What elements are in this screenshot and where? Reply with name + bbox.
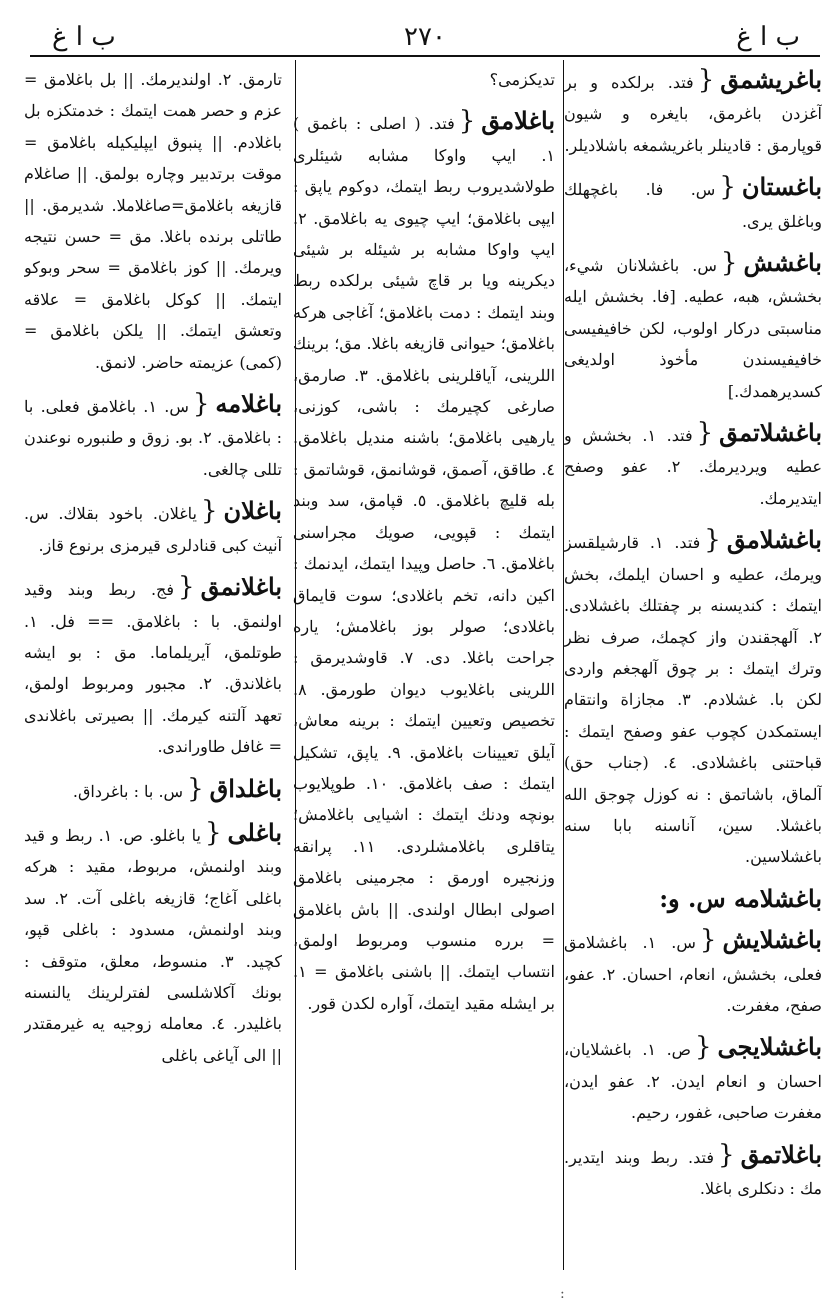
definition: تارمق. ٢. اولنديرمك. || بل باغلامق = عزم و حصر همت ايتمك : خدمتكزه بل باغلادم. || پنبوق ايپليكيله باغلامق = موقت برتدبير وچاره بولمق. || صاغلام قازيغه باغلامق=صاغلاملا. شديرمق. || طاتلى برنده باغلا. مق = حسن نتيجه ويرمك. || كوز باغلامق = سحر وبوكو ايتمك. || كوكل باغلامق = علاقه وتعشق ايتمك. || يلكن باغلامق = (كمى) عزيمته حاضر. لانمق.	[24, 70, 282, 372]
brace: {	[187, 773, 204, 804]
page-header	[30, 18, 820, 58]
page-number: ٢٧٠	[404, 22, 446, 52]
brace: {	[720, 248, 738, 279]
brace: {	[204, 817, 222, 848]
headword: باغلان	[223, 496, 282, 526]
definition: س. فا. باغچهلك وباغلق يرى.	[564, 180, 822, 231]
definition: ياغلان. باخود بقلاك. س. آنيث كبى قنادلرى قيرمزى برنوع قاز.	[24, 504, 282, 555]
headword: باغريشمق	[720, 65, 822, 94]
definition: فتد. ١. بخشش و عطيه ويرديرمك. ٢. عفو وصفح ايتديرمك.	[564, 426, 822, 508]
brace: {	[200, 496, 218, 527]
column-left	[24, 64, 282, 1269]
brace: {	[458, 106, 476, 137]
entry	[24, 495, 282, 561]
entry	[24, 571, 282, 762]
headword: باغشش	[743, 248, 822, 278]
entry	[564, 1139, 822, 1205]
headword: باغلانمق	[200, 572, 282, 602]
definition: ص. ١. باغشلايان، احسان و انعام ايدن. ٢. عفو ايدن، مغفرت صاحبى، غفور، رحيم.	[564, 1040, 822, 1123]
column-middle	[293, 64, 555, 1269]
entry	[24, 388, 282, 485]
headword: باغلى	[227, 817, 282, 847]
entry	[293, 64, 555, 95]
definition: فتد. برلكده و بر آغزدن باغرمق، بايغره و شيون قوپارمق : قادينلر باغريشمغه باشلاديلر.	[564, 73, 822, 155]
headword: باغلامه	[215, 389, 282, 419]
headword: باغلداق	[209, 773, 282, 803]
running-head-left: ب ا غ	[52, 22, 116, 52]
brace: {	[719, 172, 736, 203]
column-right	[564, 64, 822, 1269]
footer-mark: :	[560, 1286, 565, 1302]
entry	[564, 171, 822, 237]
entry	[24, 817, 282, 1071]
definition: تديكزمى؟	[489, 70, 555, 89]
entry	[24, 64, 282, 378]
definition: يا باغلو. ص. ١. ربط و قيد وبند اولنمش، مربوط، مقيد : هركه باغلى آغاج؛ قازيغه باغلى آت. ٢. سد وبند اولنمش، مسدود : باغلى قپو، كچيد. ٣. منسوط، معلق، متوقف : بونك آكلاشلسى لفترلرينك يالنسنه باغليدر. ٤. معامله زوجيه يه غيرمقتدر || الى آياغى باغلى	[24, 825, 282, 1065]
headword: باغلاتمق	[740, 1139, 822, 1169]
entry	[564, 64, 822, 161]
definition: فتد. ( اصلى : باغمق ) ١. ايپ واوكا مشابه شيئلرى طولاشديروب ربط ايتمك، دوكوم ياپق : ايپى باغلامق؛ ايپ چيوى يه باغلامق. ٢. ايپ واوكا مشابه بر شيئله بر شيئى ديكرينه ويا بر قاچ شيئى برلكده ربط وبند ايتمك : دمت باغلامق؛ آغاجى هركه باغلامق؛ حيوانى قازيغه باغلا. مق؛ برينك اللرينى، آياقلرينى باغلامق. ٣. صارمق، صارغى كچيرمك : باشى، كوزنى، يارهيى باغلامق؛ باشنه منديل باغلامق. ٤. طاقق، آصمق، قوشانمق، قوشاتمق : بله قليچ باغلامق. ٥. قپامق، سد وبند ايتمك : قپويى، صويك مجراسنى باغلامق. ٦. حاصل وپيدا ايتمك، ايدنمك : اكين دانه، تخم باغلادى؛ سوت قايماق باغلادى؛ صولر بوز باغلامش؛ ياره جراحت باغلا. دى. ٧. قاوشديرمق : اللرينى باغلايوب ديوان طورمق. ٨. تخصيص وتعيين ايتمك : برينه معاش، آيلق تعيينات باغلامق. ٩. ياپق، تشكيل ايتمك : صف باغلامق. ١٠. طوپلايوب بونچه ودنك ايتمك : اشيايى باغلامش؛ يتاقلرى باغلامشلردى. ١١. پرانقه وزنجيره اورمق : مجرمينى باغلامق اصولى ابطال اولندى. || باش باغلامق = برره منسوب ومربوط اولمق، انتساب ايتمك. || باشنى باغلامق = ١. بر ايشله مقيد ايتمك، آواره لكدن قور.	[293, 114, 555, 1013]
entry	[24, 773, 282, 807]
entry	[564, 417, 822, 514]
brace: {	[704, 525, 721, 556]
headword: باغستان	[741, 172, 822, 202]
definition: س. ١. باغشلامق فعلى، بخشش، انعام، احسان. ٢. عفو، صفح، مغفرت.	[564, 933, 822, 1015]
entry	[564, 1031, 822, 1128]
definition: فج. ربط وبند وقيد اولنمق. با : باغلامق. == فل. ١. طوتلمق، آيريلماما. مق : بو ايشه باغلاندق. ٢. مجبور ومربوط اولمق، تعهد آلتنه كيرمك. || بصيرتى باغلاندى = غافل طاوراندى.	[24, 580, 282, 757]
entry	[564, 247, 822, 407]
entry	[564, 524, 822, 872]
headword: باغشلاتمق	[719, 418, 822, 448]
brace: {	[699, 925, 717, 956]
headword: باغشلامق	[726, 525, 822, 555]
headword: باغشلايجى	[717, 1032, 822, 1062]
brace: {	[696, 418, 714, 449]
definition: س. باغشلانان شيء، بخشش، هبه، عطيه. [فا. بخشش ايله مناسبتى دركار اولوب، لكن خافيفيسى خافيفيسندن مأخوذ اولديغى كسديرهمدك.]	[564, 256, 822, 401]
definition: فتد. ١. قارشيلقسز ويرمك، عطيه و احسان ايلمك، بخش ايتمك : كنديسنه بر چفتلك باغشلادى. ٢. آلهجقندن واز كچمك، صرف نظر وترك ايتمك : بر چوق آلهجغم واردى لكن با. غشلادم. ٣. مجازاة وانتقام ايستمكدن كچوب عفو وصفح ايتمك : قباحتنى باغشلادى. ٤. (جناب حق) آلماق، باشاتمق : نه كوزل چوجق الله باغشلا. سين، آناسنه بابا سنه باغشلاسين.	[564, 533, 822, 867]
section-heading: باغشلامه س. و:	[659, 883, 822, 913]
brace: {	[695, 1032, 712, 1063]
brace: {	[697, 65, 715, 95]
headword: باغشلايش	[722, 925, 822, 955]
definition: فتد. ربط وبند ايتدير. مك : دنكلرى باغلا.	[564, 1147, 822, 1198]
entry	[564, 924, 822, 1021]
brace: {	[192, 389, 210, 420]
running-head-right: ب ا غ	[736, 22, 800, 52]
header-rule	[30, 55, 820, 57]
entry	[293, 105, 555, 1019]
definition: س. ١. باغلامق فعلى. با : باغلامق. ٢. بو. زوق و طنبوره نوعندن تللى چالغى.	[24, 397, 282, 479]
definition: س. با : باغرداق.	[72, 781, 184, 801]
headword: باغلامق	[481, 106, 555, 136]
brace: {	[178, 572, 195, 603]
brace: {	[718, 1139, 735, 1170]
